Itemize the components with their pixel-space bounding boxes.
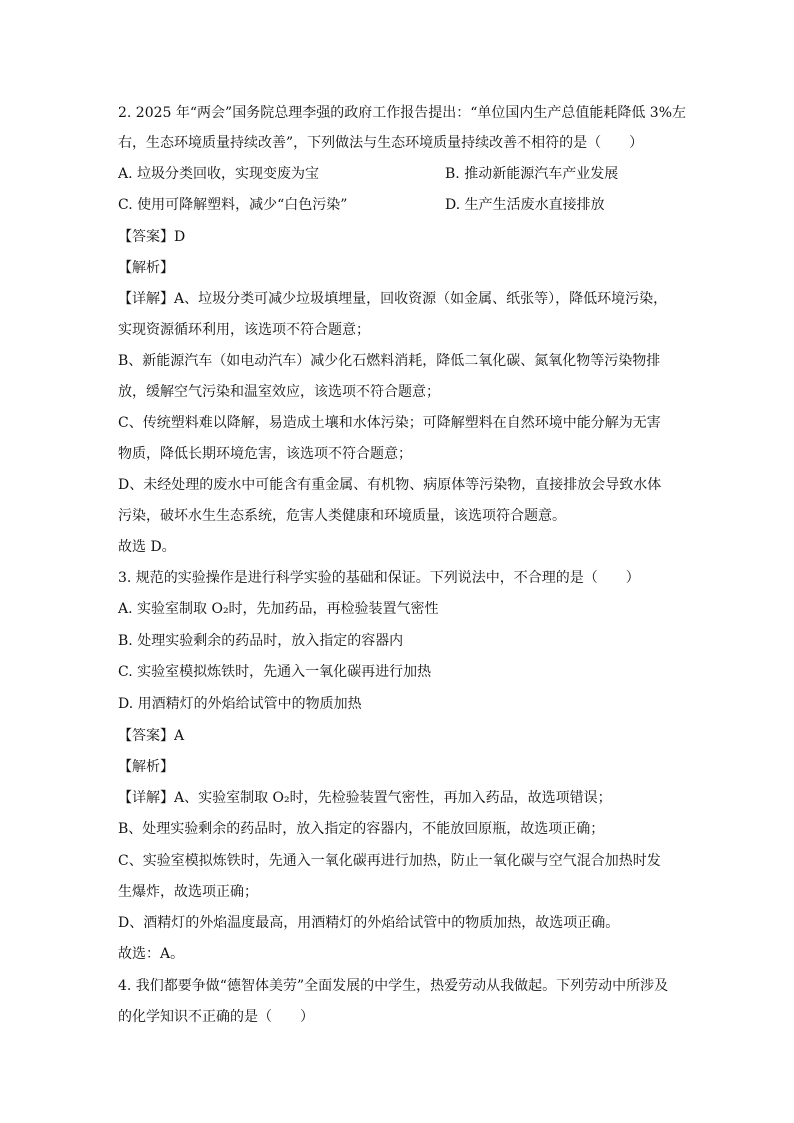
q2-option-c: C. 使用可降解塑料，减少“白色污染”: [118, 197, 348, 213]
q3-conclusion: 故选：A。: [118, 946, 185, 962]
q2-stem-line-1: 2. 2025 年“两会”国务院总理李强的政府工作报告提出：“单位国内生产总值能耗降低 3%左: [118, 105, 687, 121]
q3-stem: 3. 规范的实验操作是进行科学实验的基础和保证。下列说法中，不合理的是（ ）: [118, 570, 640, 586]
q3-detail-line: D、酒精灯的外焰温度最高，用酒精灯的外焰给试管中的物质加热，故选项正确。: [118, 915, 620, 931]
q3-detail-line: B、处理实验剩余的药品时，放入指定的容器内，不能放回原瓶，故选项正确；: [118, 821, 605, 837]
q3-analysis-heading: 【解析】: [118, 759, 174, 775]
q2-detail-line: 【详解】A、垃圾分类可减少垃圾填埋量，回收资源（如金属、纸张等），降低环境污染，: [118, 291, 668, 307]
q3-option-d: D. 用酒精灯的外焰给试管中的物质加热: [118, 696, 362, 712]
q2-conclusion: 故选 D。: [118, 539, 176, 555]
q2-detail-line: 污染，破坏水生生态系统，危害人类健康和环境质量，该选项符合题意。: [118, 508, 566, 524]
q2-detail-line: D、未经处理的废水中可能含有重金属、有机物、病原体等污染物，直接排放会导致水体: [118, 477, 662, 493]
q3-option-a: A. 实验室制取 O₂时，先加药品，再检验装置气密性: [118, 601, 439, 617]
q2-answer: 【答案】D: [118, 229, 186, 245]
q4-stem-line-2: 的化学知识不正确的是（ ）: [118, 1009, 314, 1025]
q3-answer: 【答案】A: [118, 728, 185, 744]
q3-detail-line: 生爆炸，故选项正确；: [118, 884, 258, 900]
q2-option-b: B. 推动新能源汽车产业发展: [445, 166, 619, 182]
q3-detail-line: C、实验室模拟炼铁时，先通入一氧化碳再进行加热，防止一氧化碳与空气混合加热时发: [118, 853, 661, 869]
q2-detail-line: 实现资源循环利用，该选项不符合题意；: [118, 322, 370, 338]
q2-detail-line: 物质，降低长期环境危害，该选项不符合题意；: [118, 446, 412, 462]
q2-stem-line-2: 右，生态环境质量持续改善”，下列做法与生态环境质量持续改善不相符的是（ ）: [118, 135, 644, 151]
q3-detail-line: 【详解】A、实验室制取 O₂时，先检验装置气密性，再加入药品，故选项错误；: [118, 790, 612, 806]
q4-stem-line-1: 4. 我们都要争做“德智体美劳”全面发展的中学生，热爱劳动从我做起。下列劳动中所涉及: [118, 978, 669, 994]
q2-detail-line: C、传统塑料难以降解，易造成土壤和水体污染；可降解塑料在自然环境中能分解为无害: [118, 415, 661, 431]
q2-detail-line: 放，缓解空气污染和温室效应，该选项不符合题意；: [118, 384, 440, 400]
q2-analysis-heading: 【解析】: [118, 260, 174, 276]
q3-option-c: C. 实验室模拟炼铁时，先通入一氧化碳再进行加热: [118, 664, 432, 680]
q2-option-d: D. 生产生活废水直接排放: [445, 197, 605, 213]
q2-option-a: A. 垃圾分类回收，实现变废为宝: [118, 166, 320, 182]
q3-option-b: B. 处理实验剩余的药品时，放入指定的容器内: [118, 633, 404, 649]
q2-detail-line: B、新能源汽车（如电动汽车）减少化石燃料消耗，降低二氧化碳、氮氧化物等污染物排: [118, 353, 661, 369]
